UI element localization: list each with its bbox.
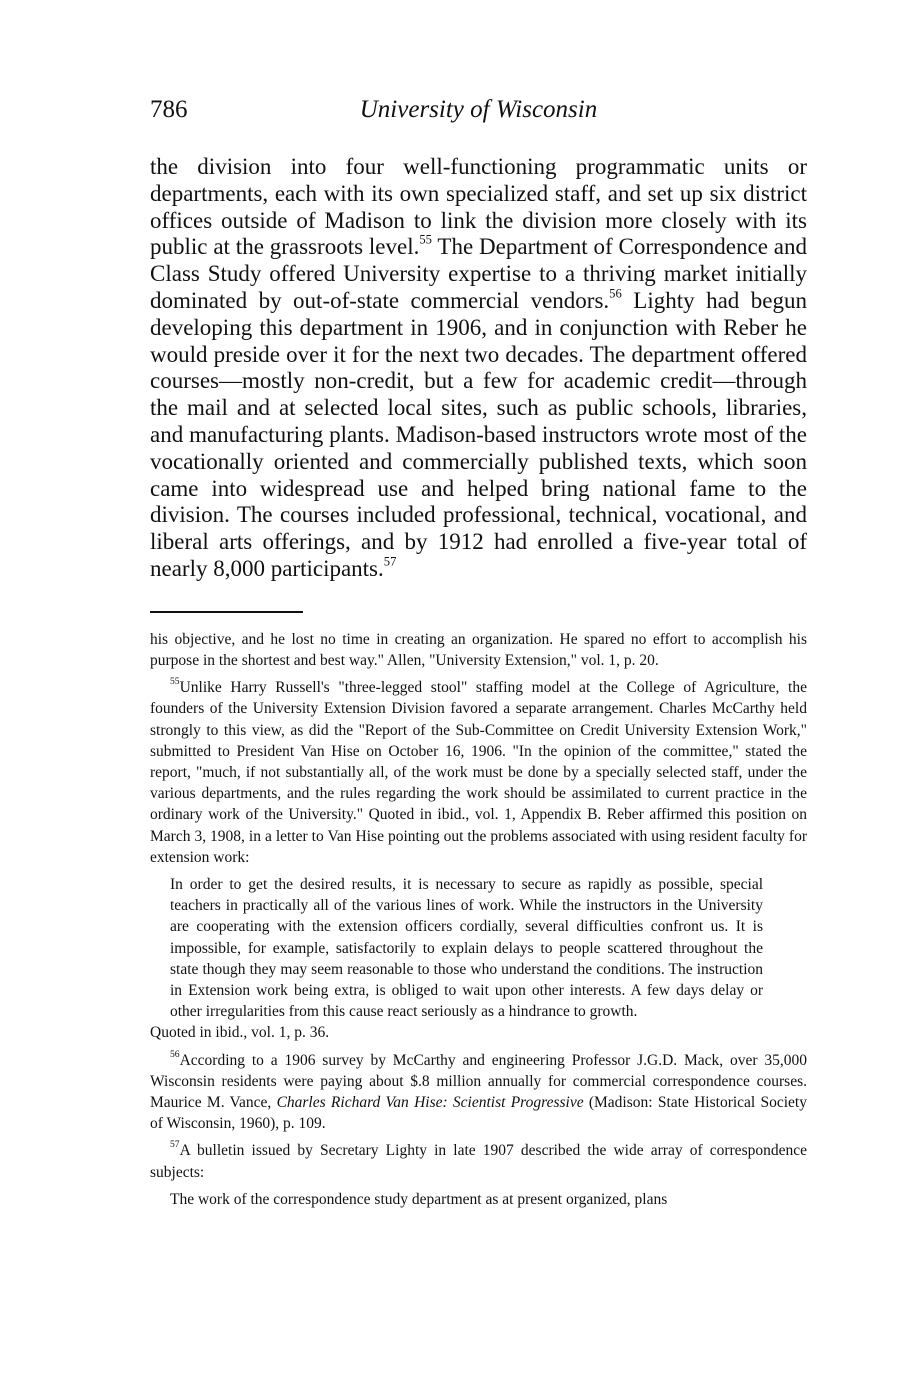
body-text-part-1: the division into four well-functioning programmatic units or departments, each with its own specialized staff, and set up six district offices outside of Madison to link the division more closely with its public at the grassroots level.	[150, 154, 807, 260]
footnote-55	[150, 677, 807, 868]
footnote-57	[150, 1140, 807, 1182]
footnote-continued: his objective, and he lost no time in creating an organization. He spared no effort to accomplish his purpose in the shortest and best way." Allen, "University Extension," vol. 1, p. 20.	[150, 630, 807, 669]
footnote-56-tail: (Madison: State Historical Society of Wisconsin, 1960), p. 109.	[150, 1094, 807, 1133]
footnote-55-blockquote	[150, 874, 763, 1022]
footnote-56-text: According to a 1906 survey by McCarthy and engineering Professor J.G.D. Mack, over 35,000 Wisconsin residents were paying about $.8 million annually for commercial correspondence courses. Maurice M. Vance,	[150, 1051, 807, 1112]
footnote-divider	[150, 611, 303, 613]
footnote-57-blockquote	[150, 1189, 763, 1210]
page-number: 786	[150, 96, 188, 123]
footnote-55-text: Unlike Harry Russell's "three-legged stool" staffing model at the College of Agriculture, the founders of the University Extension Division favored a separate arrangement. Charles McCarthy held strongly to this view, as did the "Report of the Sub-Committee on Credit University Extension Work," submitted to President Van Hise on October 16, 1906. "In the opinion of the committee," stated the report, "much, if not substantially all, of the work must be done by a specially selected staff, under the various departments, and the rules regarding the work should be assimilated to current practice in the ordinary work of the University." Quoted in ibid., vol. 1, Appendix B. Reber affirmed this position on March 3, 1908, in a letter to Van Hise pointing out the problems associated with using resident faculty for extension work:	[150, 679, 807, 866]
footnote-55-mark: 55	[170, 676, 180, 687]
footnote-56-mark: 56	[170, 1048, 180, 1060]
body-text-part-3: Lighty had begun developing this department in 1906, and in conjunction with Reber he would preside over it for the next two decades. The department offered courses—mostly non-credit, but a few for academic credit—through the mail and at selected local sites, such as public schools, libraries, and manufacturing plants. Madison-based instructors wrote most of the vocationally oriented and commercially published texts, which soon came into widespread use and helped bring national fame to the division. The courses included professional, technical, vocational, and liberal arts offerings, and by 1912 had enrolled a five-year total of nearly 8,000 participants.	[150, 287, 807, 581]
footnote-57-quote-text: The work of the correspondence study department as at present organized, plans	[170, 1190, 668, 1208]
footnote-ref-56: 56	[609, 286, 622, 301]
footnote-ref-57: 57	[383, 554, 397, 569]
footnote-56	[150, 1050, 807, 1135]
footnotes	[150, 629, 807, 1210]
body-paragraph	[150, 154, 807, 583]
footnote-57-text: A bulletin issued by Secretary Lighty in late 1907 described the wide array of correspondence subjects:	[150, 1142, 807, 1181]
body-text	[150, 154, 807, 583]
footnote-ref-55: 55	[419, 232, 432, 247]
footnote-55-after: Quoted in ibid., vol. 1, p. 36.	[150, 1024, 330, 1042]
page	[150, 96, 807, 1210]
footnote-55-quote-text: In order to get the desired results, it is necessary to secure as rapidly as possible, special teachers in practically all of the various lines of work. While the instructors in the University are cooperating with the extension officers cordially, several difficulties confront us. It is impossible, for example, satisfactorily to explain delays to people scattered throughout the state though they may seem reasonable to those who understand the conditions. The instruction in Extension work being extra, is obliged to wait upon other interests. A few days delay or other irregularities from this cause react seriously as a hindrance to growth.	[170, 875, 763, 1021]
page-header	[150, 96, 807, 132]
footnote-57-mark: 57	[170, 1139, 180, 1151]
body-text-part-2: The Department of Correspondence and Class Study offered University expertise to a thriving market initially dominated by out-of-state commercial vendors.	[150, 234, 807, 313]
footnote-56-book-title: Charles Richard Van Hise: Scientist Progressive	[276, 1094, 584, 1112]
running-title: University of Wisconsin	[359, 96, 598, 123]
